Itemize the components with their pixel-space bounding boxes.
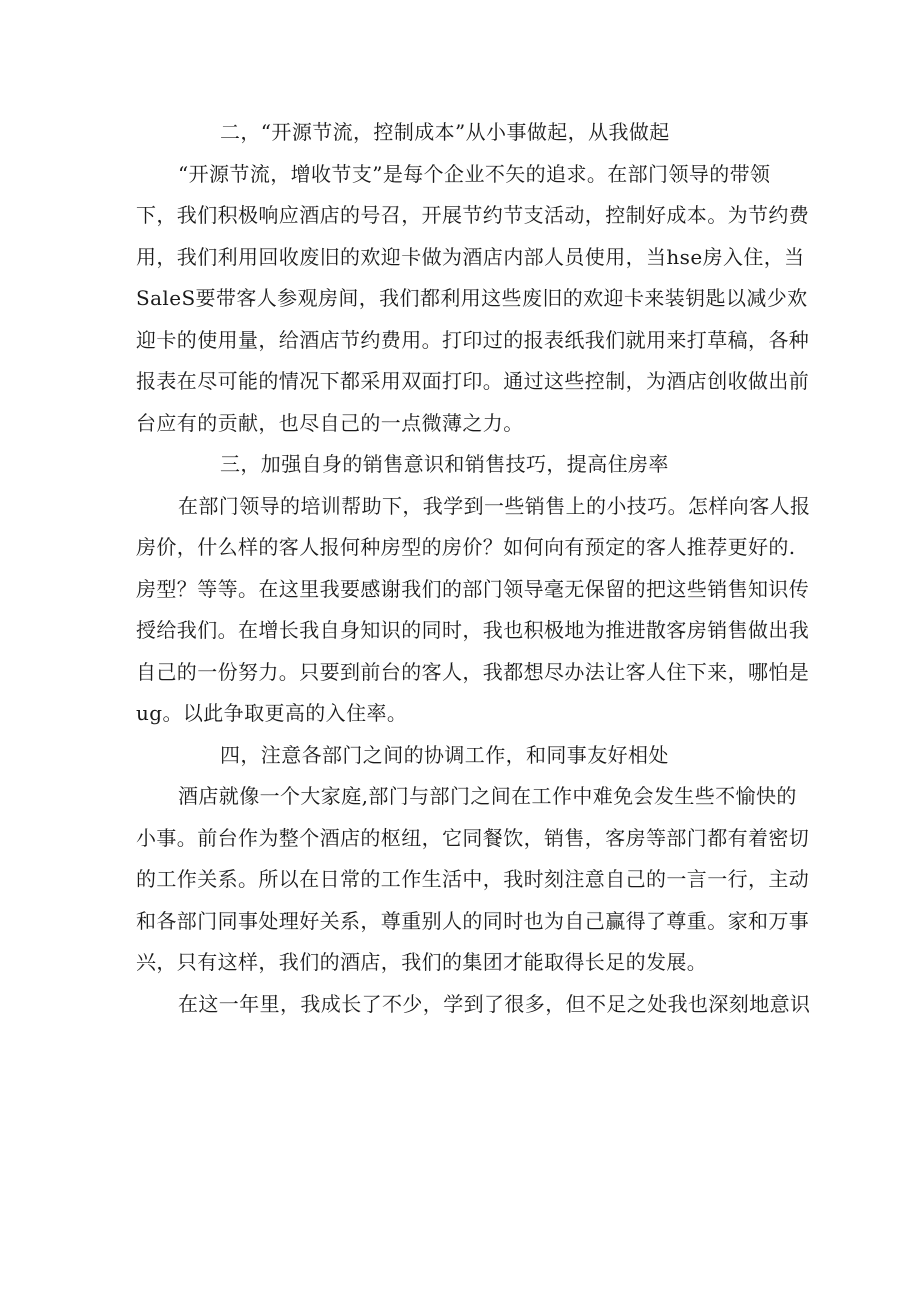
paragraph-line: 台应有的贡献，也尽自己的一点微薄之力。 xyxy=(136,410,524,435)
paragraph-year-summary xyxy=(136,984,811,1026)
paragraph-line: 报表在尽可能的情况下都采用双面打印。通过这些控制，为酒店创收做出前 xyxy=(136,369,810,393)
paragraph-line: 小事。前台作为整个酒店的枢纽，它同餐饮，销售，客房等部门都有着密切 xyxy=(136,825,810,850)
paragraph-line: 和各部门同事处理好关系，尊重别人的同时也为自己赢得了尊重。家和万事 xyxy=(136,908,810,933)
paragraph-line: 的工作关系。所以在日常的工作生活中，我时刻注意自己的一言一行，主动 xyxy=(136,867,810,891)
paragraph-line: 下，我们积极响应酒店的号召，开展节约节支活动，控制好成本。为节约费 xyxy=(136,203,810,227)
paragraph-cost-control xyxy=(136,154,810,445)
heading-text: 三，加强自身的销售意识和销售技巧，提高住房率 xyxy=(220,452,669,476)
heading-text: 四，注意各部门之间的协调工作，和同事友好相处 xyxy=(220,742,669,767)
heading-text: 二，“开源节流，控制成本”从小事做起，从我做起 xyxy=(220,120,670,144)
paragraph-line: 房型？等等。在这里我要感谢我们的部门领导毫无保留的把这些销售知识传 xyxy=(136,576,810,601)
paragraph-line: 自己的一份努力。只要到前台的客人，我都想尽办法让客人住下来，哪怕是 xyxy=(136,659,810,684)
paragraph-line: 在这一年里，我成长了不少，学到了很多，但不足之处我也深刻地意识 xyxy=(178,991,811,1016)
paragraph-line: 兴，只有这样，我们的酒店，我们的集团才能取得长足的发展。 xyxy=(136,950,708,974)
section-heading-2 xyxy=(136,112,792,154)
paragraph-line: 迎卡的使用量，给酒店节约费用。打印过的报表纸我们就用来打草稿，各种 xyxy=(136,327,810,352)
document-body xyxy=(136,112,811,1025)
paragraph-line: 用，我们利用回收废旧的欢迎卡做为酒店内部人员使用，当hse房入住，当 xyxy=(136,244,805,269)
paragraph-line: ug。以此争取更高的入住率。 xyxy=(136,701,408,725)
paragraph-line: SaleS要带客人参观房间，我们都利用这些废旧的欢迎卡来装钥匙以减少欢 xyxy=(136,286,808,310)
paragraph-line: 授给我们。在增长我自身知识的同时，我也积极地为推进散客房销售做出我 xyxy=(136,618,810,642)
paragraph-line: “开源节流，增收节支”是每个企业不矢的追求。在部门领导的带领 xyxy=(178,161,771,186)
paragraph-sales-skills xyxy=(136,486,811,735)
paragraph-line: 酒店就像一个大家庭,部门与部门之间在工作中难免会发生些不愉快的 xyxy=(178,784,797,808)
section-heading-4 xyxy=(136,735,792,777)
paragraph-line: 房价，什么样的客人报何种房型的房价？如何向有预定的客人推荐更好的. xyxy=(136,535,796,559)
section-heading-3 xyxy=(136,444,792,486)
paragraph-line: 在部门领导的培训帮助下，我学到一些销售上的小技巧。怎样向客人报 xyxy=(178,493,811,518)
paragraph-coordination xyxy=(136,776,810,984)
